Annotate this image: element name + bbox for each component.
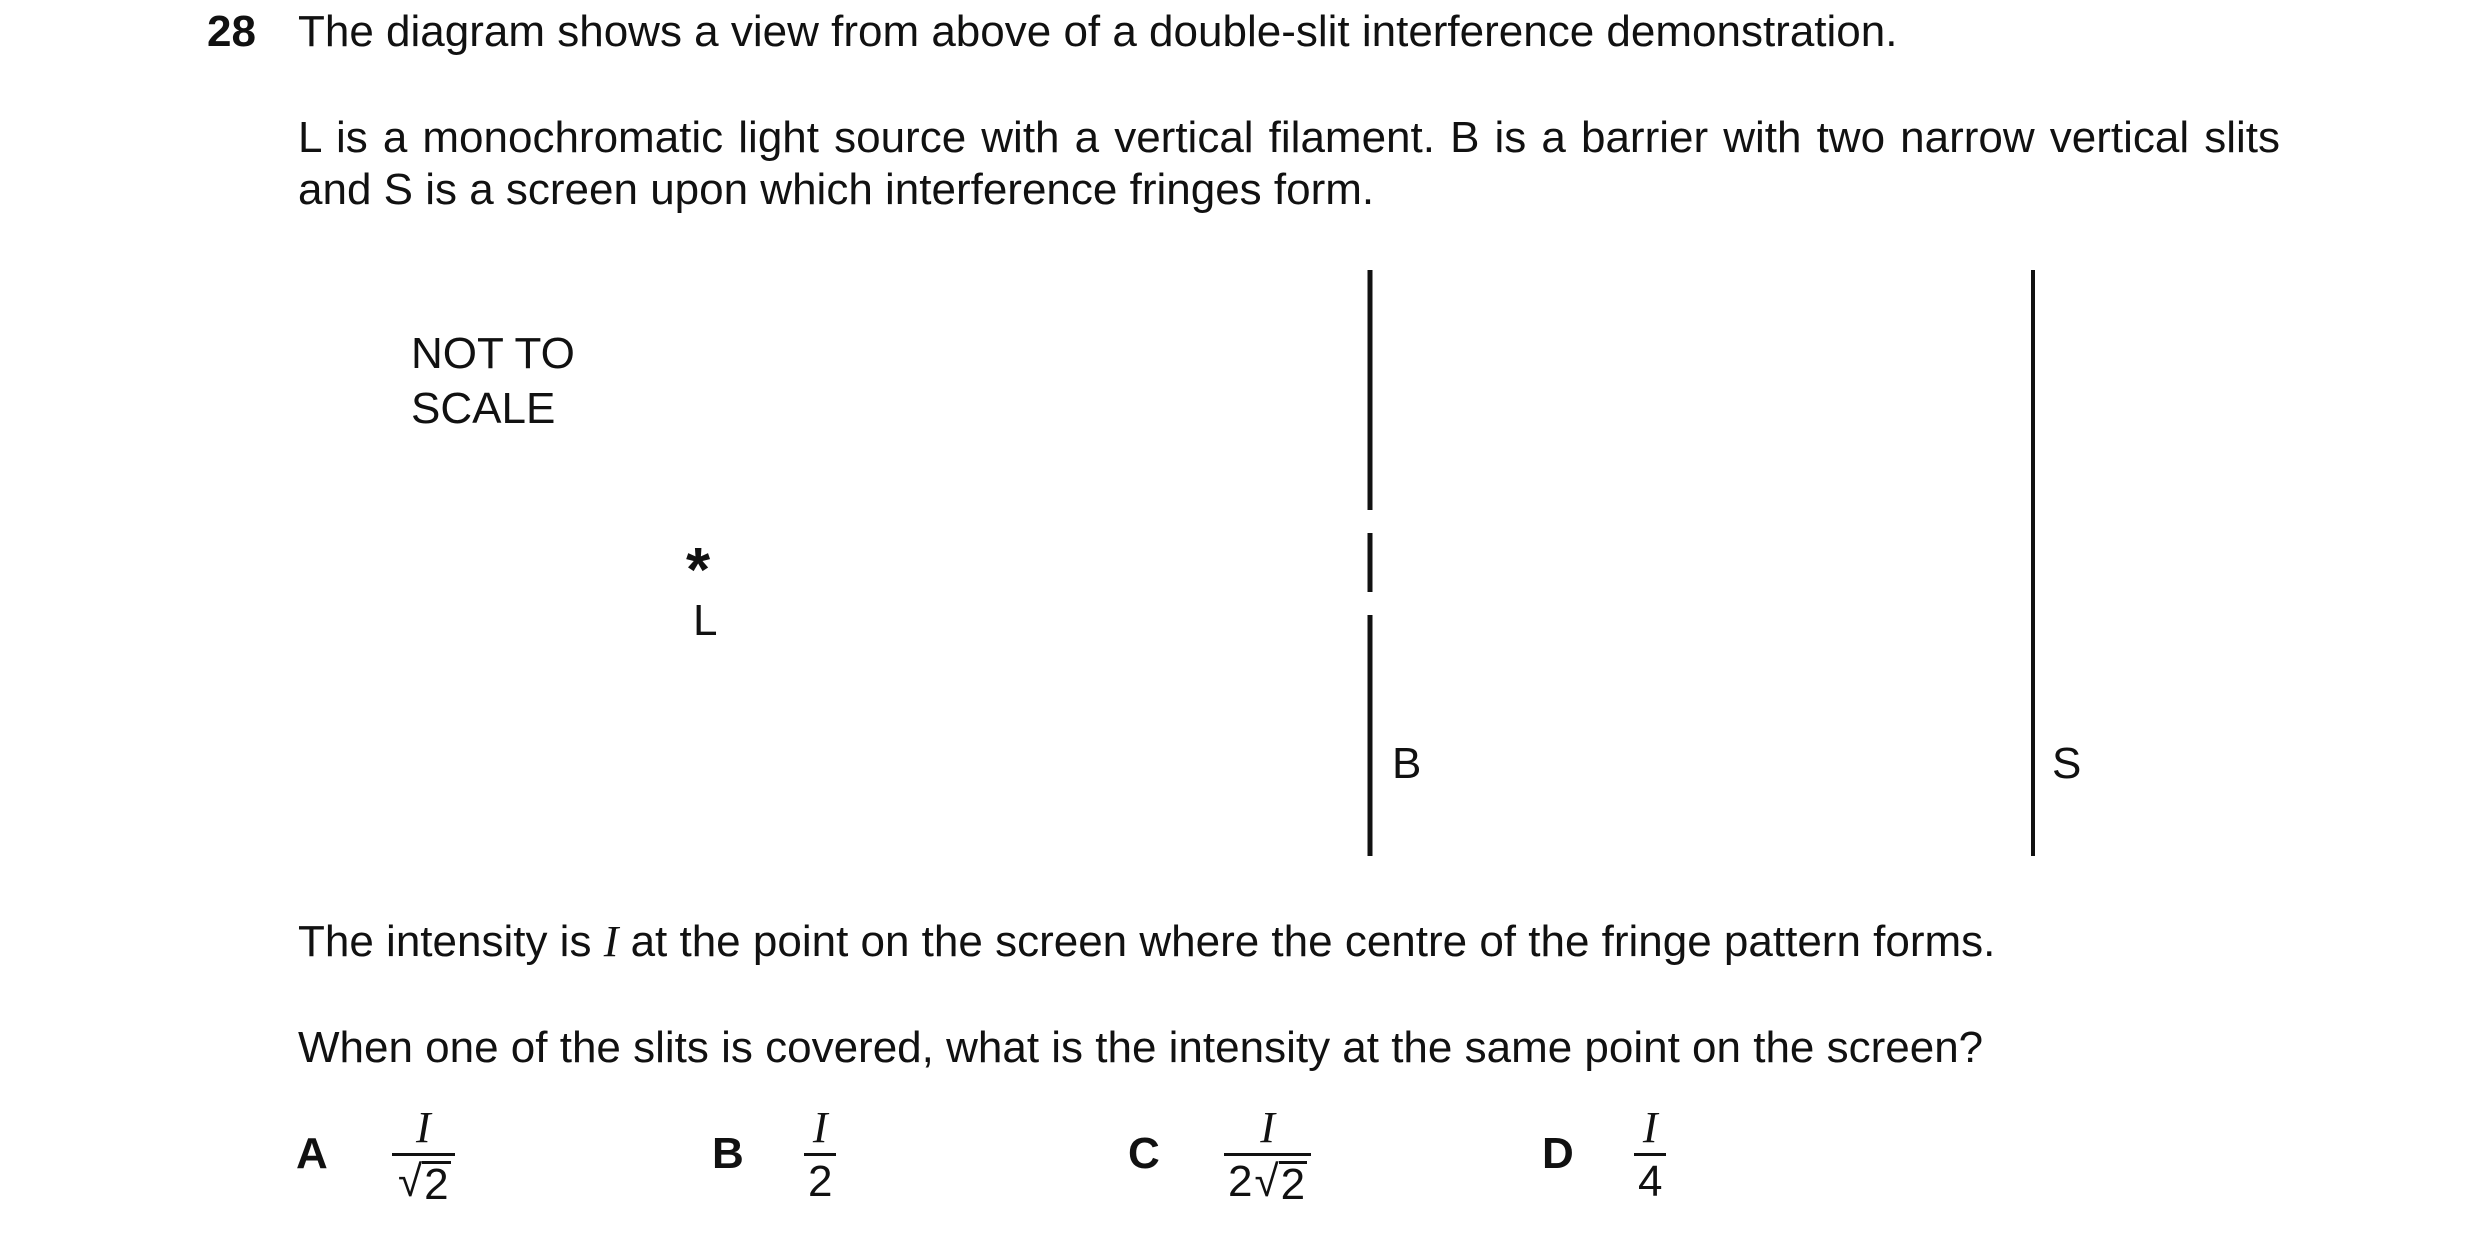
- intensity-statement: [298, 916, 1995, 968]
- option-b-letter: B: [712, 1129, 744, 1178]
- source-label: L: [693, 596, 718, 645]
- option-a-denominator: [392, 1157, 455, 1209]
- question-ask: When one of the slits is covered, what is the intensity at the same point on the screen?: [298, 1023, 1984, 1072]
- option-c-denominator: [1224, 1157, 1311, 1209]
- option-a-letter: A: [296, 1129, 328, 1178]
- not-to-scale-line1: NOT TO: [411, 329, 575, 378]
- option-b-fraction[interactable]: [804, 1105, 836, 1206]
- option-a-fraction-bar: [392, 1153, 455, 1156]
- option-d-denominator: 4: [1638, 1157, 1663, 1206]
- option-c-coefficient: 2: [1228, 1157, 1253, 1206]
- option-c-letter: C: [1128, 1129, 1160, 1178]
- option-d-fraction-bar: [1634, 1153, 1666, 1156]
- option-a-root-arg: 2: [424, 1160, 449, 1209]
- option-a-numerator: I: [415, 1103, 431, 1152]
- intensity-variable: I: [603, 917, 619, 966]
- option-d-fraction[interactable]: [1634, 1105, 1666, 1206]
- double-slit-diagram: [0, 260, 2480, 880]
- diagram-lines: [0, 260, 2480, 880]
- option-d-numerator: I: [1642, 1103, 1658, 1152]
- light-source-icon: *: [686, 536, 711, 605]
- screen-label: S: [2052, 739, 2082, 788]
- question-intro: The diagram shows a view from above of a double-slit interference demonstration.: [298, 7, 1898, 56]
- option-b-denominator: 2: [808, 1157, 833, 1206]
- option-a-fraction[interactable]: [392, 1103, 455, 1209]
- intensity-text-post: at the point on the screen where the centre of the fringe pattern forms.: [618, 917, 1996, 966]
- option-c-numerator: I: [1260, 1103, 1275, 1152]
- option-b-fraction-bar: [804, 1153, 836, 1156]
- sqrt-icon: √: [1254, 1157, 1279, 1206]
- question-description: L is a monochromatic light source with a vertical filament. B is a barrier with two narrow vertical slits and S is a screen upon which interference fringes form.: [298, 113, 2280, 214]
- option-d-letter: D: [1542, 1129, 1574, 1178]
- option-c-fraction-bar: [1224, 1153, 1311, 1156]
- sqrt-icon: √: [398, 1157, 423, 1206]
- option-c-fraction[interactable]: [1224, 1103, 1311, 1209]
- option-c-root-arg: 2: [1280, 1160, 1306, 1209]
- question-number: 28: [207, 7, 256, 56]
- intensity-text-pre: The intensity is: [298, 917, 604, 966]
- option-b-numerator: I: [812, 1103, 828, 1152]
- barrier-label: B: [1392, 739, 1422, 788]
- not-to-scale-note: [411, 326, 575, 436]
- not-to-scale-line2: SCALE: [411, 384, 556, 433]
